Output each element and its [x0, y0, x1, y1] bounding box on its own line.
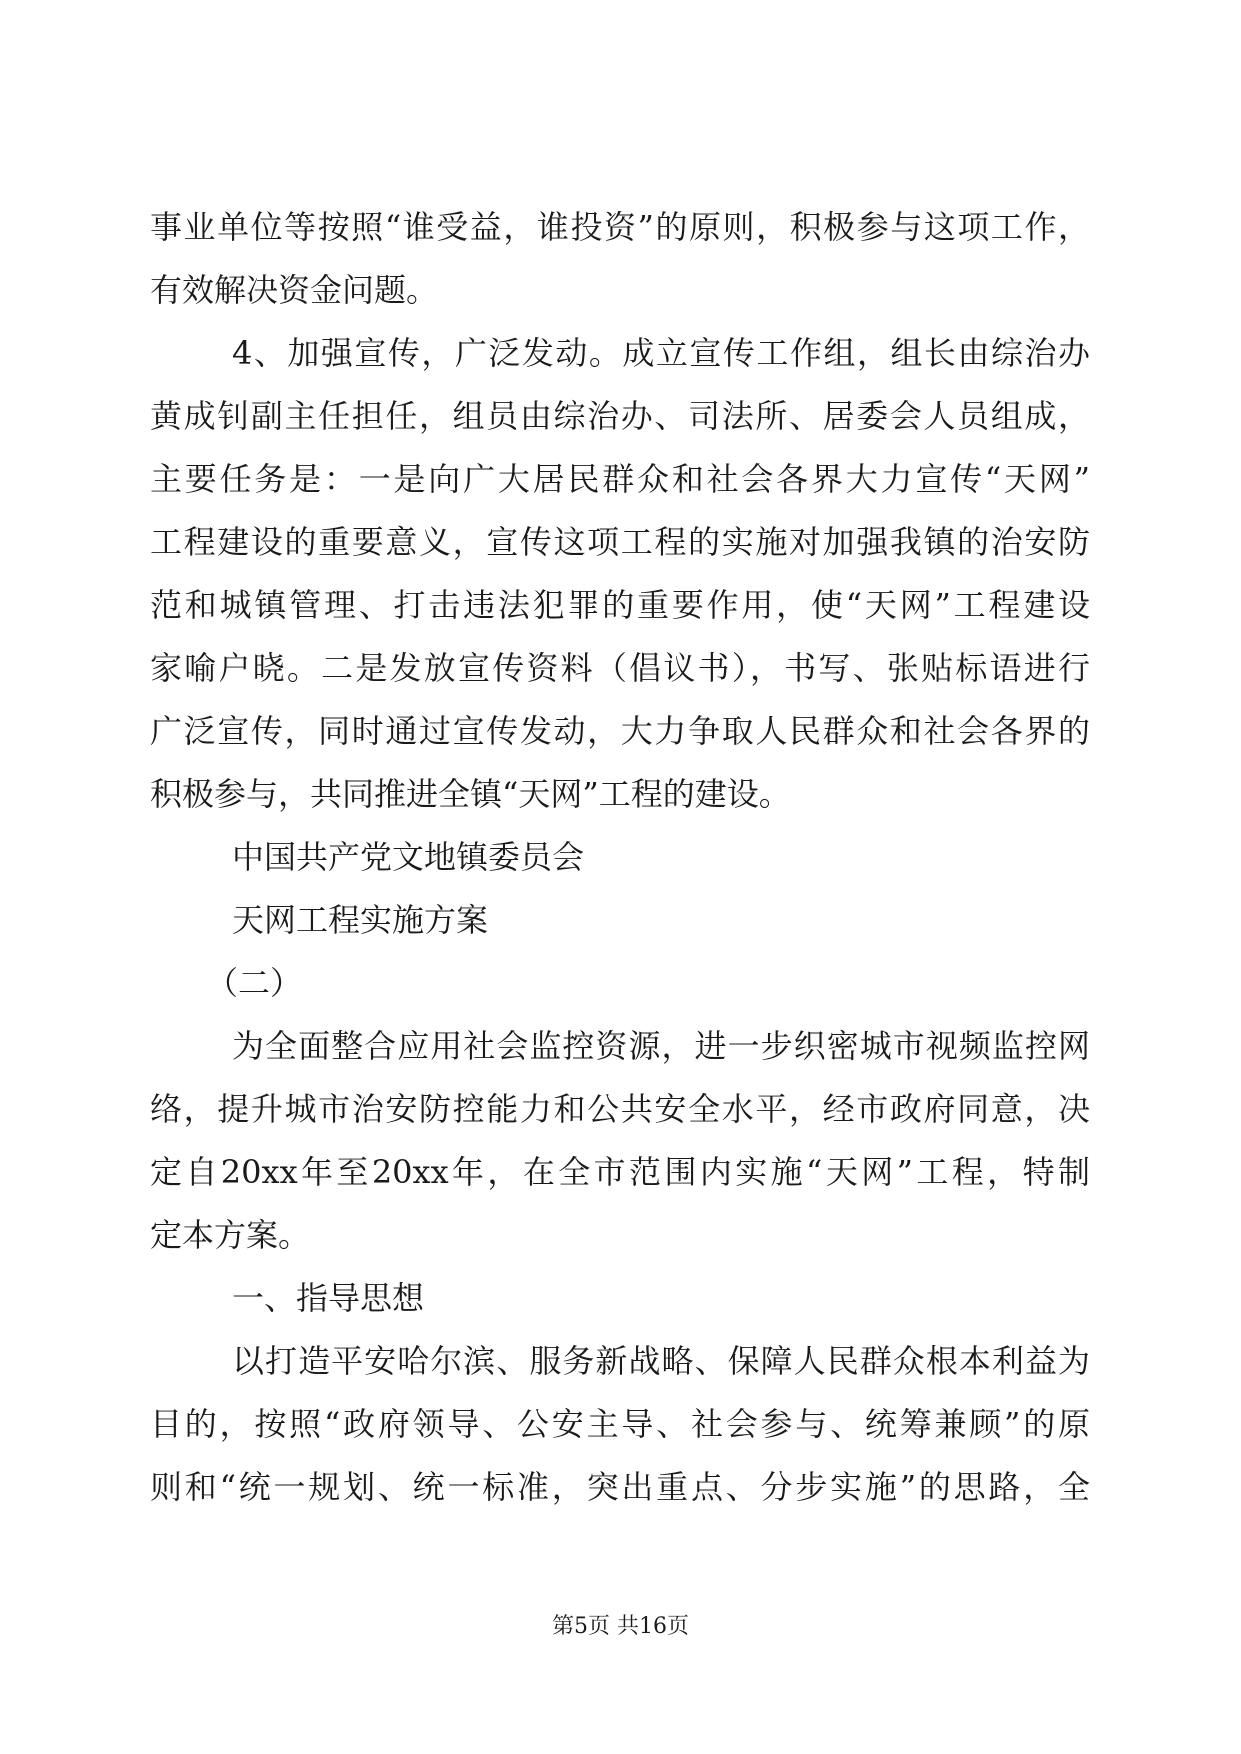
- text-line: 事业单位等按照“谁受益，谁投资”的原则，积极参与这项工作，: [150, 208, 1090, 246]
- text-line: 有效解决资金问题。: [150, 271, 439, 309]
- text-line: 为全面整合应用社会监控资源，进一步织密城市视频监控网: [232, 1027, 1090, 1065]
- text-line: 黄成钊副主任担任，组员由综治办、司法所、居委会人员组成，: [150, 397, 1090, 435]
- text-line: 广泛宣传，同时通过宣传发动，大力争取人民群众和社会各界的: [150, 712, 1090, 750]
- section-number: （二）: [206, 964, 303, 1002]
- text-line: 以打造平安哈尔滨、服务新战略、保障人民群众根本利益为: [232, 1342, 1090, 1380]
- text-line: 目的，按照“政府领导、公安主导、社会参与、统筹兼顾”的原: [150, 1405, 1090, 1443]
- text-line: 主要任务是：一是向广大居民群众和社会各界大力宣传“天网”: [150, 460, 1090, 498]
- text-line: 定本方案。: [150, 1216, 311, 1254]
- document-body: [150, 196, 1090, 1519]
- text-line: 范和城镇管理、打击违法犯罪的重要作用，使“天网”工程建设: [150, 586, 1090, 624]
- text-line: 4、加强宣传，广泛发动。成立宣传工作组，组长由综治办: [232, 334, 1090, 372]
- section-title: 天网工程实施方案: [232, 901, 489, 939]
- text-line: 工程建设的重要意义，宣传这项工程的实施对加强我镇的治安防: [150, 523, 1090, 561]
- signature-line: 中国共产党文地镇委员会: [232, 838, 585, 876]
- text-line: 络，提升城市治安防控能力和公共安全水平，经市政府同意，决: [150, 1090, 1090, 1128]
- text-line: 积极参与，共同推进全镇“天网”工程的建设。: [150, 775, 791, 813]
- text-line: 家喻户晓。二是发放宣传资料（倡议书），书写、张贴标语进行: [150, 649, 1090, 687]
- heading-guiding-thought: 一、指导思想: [232, 1279, 425, 1317]
- page-footer: 第5页 共16页: [552, 1614, 689, 1639]
- text-line: 则和“统一规划、统一标准，突出重点、分步实施”的思路，全: [150, 1468, 1090, 1506]
- text-line: 定自20xx年至20xx年，在全市范围内实施“天网”工程，特制: [150, 1153, 1090, 1191]
